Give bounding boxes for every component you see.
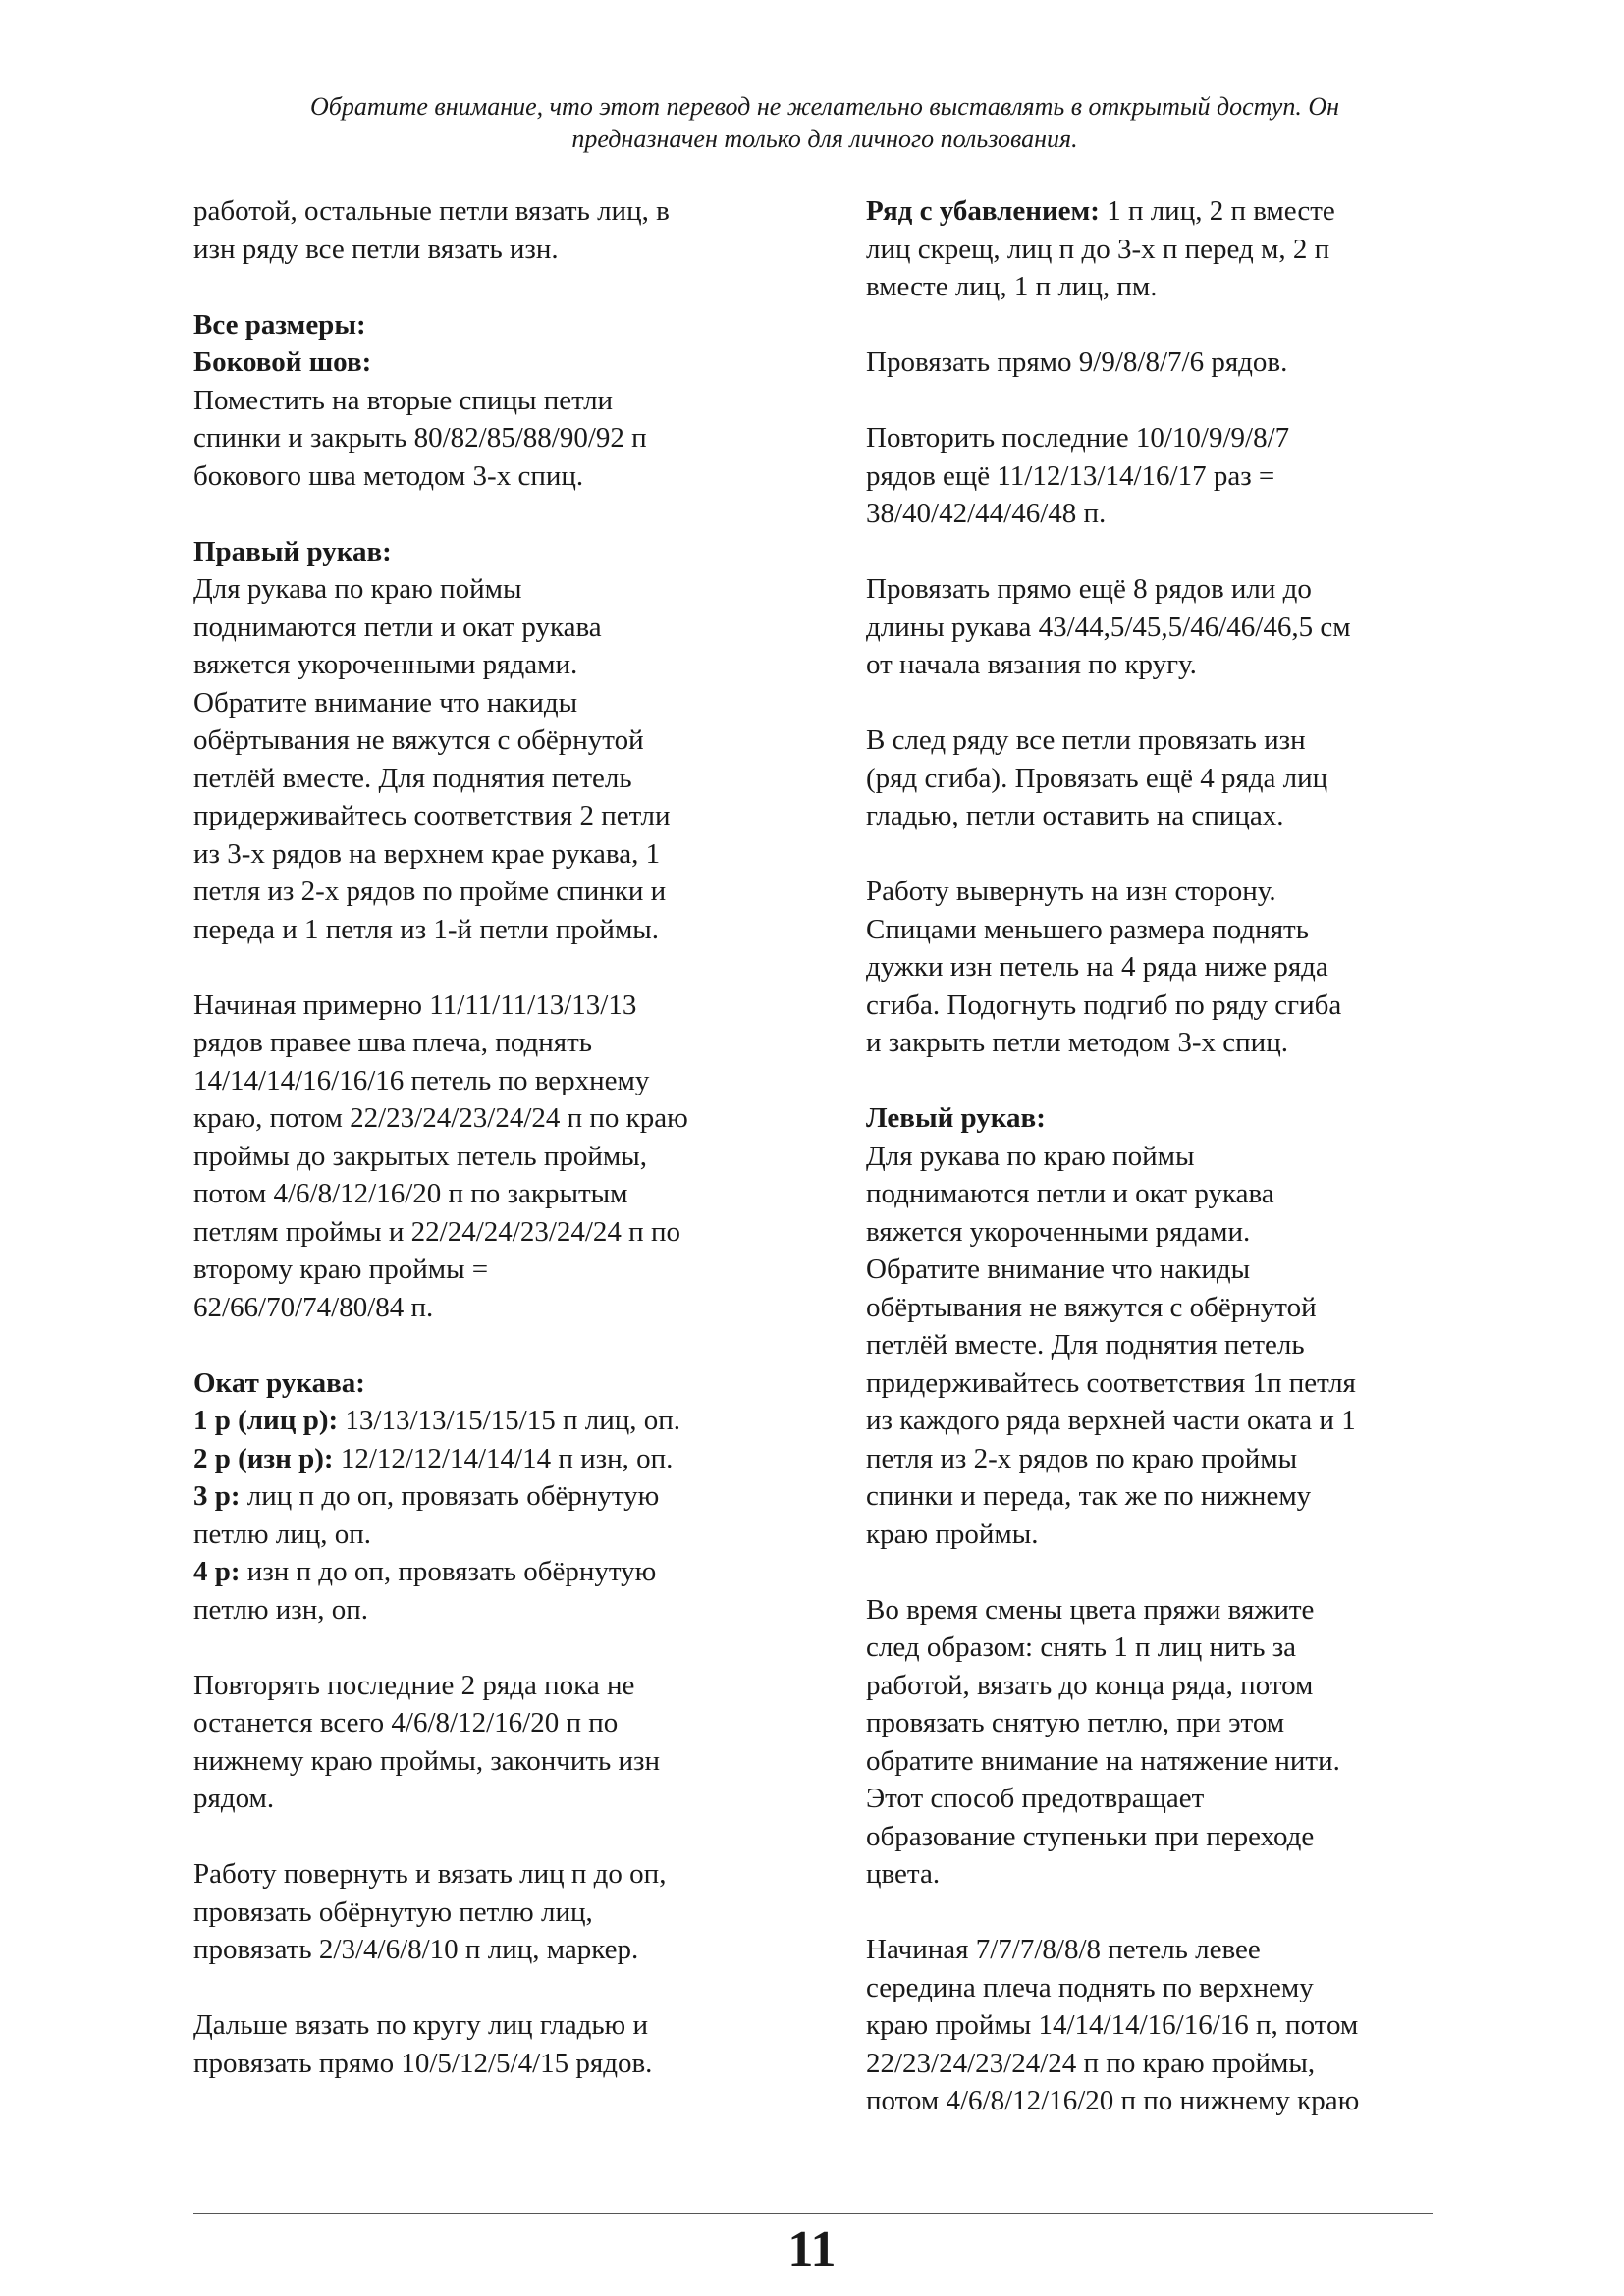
text-block [193, 2006, 802, 2082]
right-column [866, 192, 1465, 2158]
text-line: краю проймы 14/14/14/16/16/16 п, потом [866, 2009, 1359, 2041]
text-line: поднимаются петли и окат рукава [193, 611, 602, 643]
text-line: образование ступеньки при переходе [866, 1820, 1315, 1852]
text-line: Дальше вязать по кругу лиц гладью и [193, 2009, 648, 2041]
text-line: провязать обёрнутую петлю лиц, [193, 1896, 593, 1928]
text-line: переда и 1 петля из 1-й петли проймы. [193, 913, 660, 945]
text-line: придерживайтесь соответствия 2 петли [193, 800, 671, 831]
text-block [866, 1591, 1465, 1894]
row-label: 3 р: [193, 1480, 241, 1512]
text-line: середина плеча поднять по верхнему [866, 1971, 1314, 2003]
text-line: рядом. [193, 1783, 275, 1814]
section-heading: Правый рукав: [193, 535, 392, 567]
text-line: Провязать прямо 9/9/8/8/7/6 рядов. [866, 347, 1288, 378]
text-line: след образом: снять 1 п лиц нить за [866, 1631, 1297, 1663]
text-line: Повторять последние 2 ряда пока не [193, 1669, 635, 1701]
text-line: 38/40/42/44/46/48 п. [866, 498, 1107, 529]
page-header [196, 90, 1453, 155]
text-line: нижнему краю проймы, закончить изн [193, 1744, 661, 1777]
text-line: обёртывания не вяжутся с обёрнутой [193, 724, 644, 756]
text-line: Работу вывернуть на изн сторону. [866, 876, 1276, 907]
text-block [193, 1364, 802, 1629]
text-line: петлёй вместе. Для поднятия петель [866, 1329, 1305, 1361]
row-text: изн п до оп, провязать обёрнутую [240, 1556, 657, 1587]
text-line: Начиная примерно 11/11/11/13/13/13 [193, 988, 637, 1021]
instruction-row [193, 1516, 802, 1554]
text-block [866, 344, 1465, 382]
text-line: (ряд сгиба). Провязать ещё 4 ряда лиц [866, 762, 1328, 794]
text-line: вяжется укороченными рядами. [866, 1215, 1251, 1248]
text-line: краю проймы. [866, 1518, 1039, 1550]
text-block [866, 570, 1465, 684]
text-line: Этот способ предотвращает [866, 1783, 1205, 1814]
row-text: петлю изн, оп. [193, 1593, 368, 1626]
text-line: Провязать прямо ещё 8 рядов или до [866, 573, 1312, 605]
left-column [193, 192, 802, 2120]
text-line: спинки и закрыть 80/82/85/88/90/92 п [193, 422, 647, 454]
instruction-row [193, 1553, 802, 1591]
instruction-row [866, 192, 1465, 231]
text-line: обратите внимание на натяжение нити. [866, 1744, 1340, 1777]
instruction-row [193, 1440, 802, 1478]
text-line: 62/66/70/74/80/84 п. [193, 1291, 434, 1323]
text-line: и закрыть петли методом 3-х спиц. [866, 1027, 1288, 1058]
instruction-row [866, 231, 1465, 269]
text-line: работой, остальные петли вязать лиц, в [193, 195, 670, 227]
text-block [193, 1855, 802, 1969]
text-line: вяжется укороченными рядами. [193, 649, 578, 680]
text-block [193, 306, 802, 496]
text-line: Работу повернуть и вязать лиц п до оп, [193, 1858, 667, 1890]
section-heading: Боковой шов: [193, 347, 372, 378]
text-block [193, 987, 802, 1327]
row-text: 1 п лиц, 2 п вместе [1099, 195, 1335, 227]
text-line: обёртывания не вяжутся с обёрнутой [866, 1291, 1317, 1323]
footer-divider [193, 2213, 1433, 2214]
text-line: 22/23/24/23/24/24 п по краю проймы, [866, 2047, 1316, 2079]
text-line: изн ряду все петли вязать изн. [193, 233, 559, 265]
text-line: от начала вязания по кругу. [866, 649, 1197, 680]
text-line: петля из 2-х рядов по краю проймы [866, 1442, 1298, 1474]
text-line: дужки изн петель на 4 ряда ниже ряда [866, 951, 1328, 983]
text-line: провязать 2/3/4/6/8/10 п лиц, маркер. [193, 1934, 639, 1965]
text-line: бокового шва методом 3-х спиц. [193, 459, 584, 492]
text-block [866, 1931, 1465, 2120]
text-line: Начиная 7/7/7/8/8/8 петель левее [866, 1934, 1261, 1965]
text-line: цвета. [866, 1858, 941, 1890]
row-label: Ряд с убавлением: [866, 195, 1100, 227]
section-heading: Все размеры: [193, 308, 366, 341]
text-block [193, 533, 802, 949]
text-line: придерживайтесь соответствия 1п петля [866, 1366, 1356, 1399]
instruction-row [193, 1402, 802, 1440]
text-line: Для рукава по краю поймы [866, 1140, 1195, 1172]
row-text: лиц скрещ, лиц п до 3-х п перед м, 2 п [866, 233, 1330, 265]
text-line: провязать прямо 10/5/12/5/4/15 рядов. [193, 2047, 653, 2079]
row-text: 13/13/13/15/15/15 п лиц, оп. [338, 1405, 681, 1436]
text-line: останется всего 4/6/8/12/16/20 п по [193, 1707, 619, 1738]
text-block [866, 419, 1465, 533]
instruction-row [193, 1477, 802, 1516]
text-block [866, 1099, 1465, 1553]
text-line: поднимаются петли и окат рукава [866, 1178, 1274, 1209]
instruction-row [866, 268, 1465, 306]
text-line: Поместить на вторые спицы петли [193, 384, 614, 416]
row-label: 2 р (изн р): [193, 1442, 334, 1474]
text-line: рядов правее шва плеча, поднять [193, 1027, 592, 1058]
text-line: петлёй вместе. Для поднятия петель [193, 762, 632, 794]
row-label: 4 р: [193, 1556, 241, 1587]
text-line: петля из 2-х рядов по пройме спинки и [193, 876, 667, 907]
row-text: лиц п до оп, провязать обёрнутую [240, 1480, 660, 1512]
row-text: 12/12/12/14/14/14 п изн, оп. [333, 1442, 674, 1474]
text-line: сгиба. Подогнуть подгиб по ряду сгиба [866, 988, 1342, 1021]
text-line: В след ряду все петли провязать изн [866, 724, 1306, 756]
text-line: из каждого ряда верхней части оката и 1 [866, 1405, 1356, 1436]
text-line: длины рукава 43/44,5/45,5/46/46/46,5 см [866, 611, 1351, 643]
text-line: Для рукава по краю поймы [193, 573, 522, 605]
text-line: 14/14/14/16/16/16 петель по верхнему [193, 1064, 650, 1096]
row-label: 1 р (лиц р): [193, 1405, 339, 1436]
text-line: потом 4/6/8/12/16/20 п по закрытым [193, 1178, 628, 1209]
text-block [866, 721, 1465, 835]
section-heading: Окат рукава: [193, 1366, 365, 1399]
text-line: рядов ещё 11/12/13/14/16/17 раз = [866, 459, 1275, 492]
text-block [866, 192, 1465, 306]
text-line: второму краю проймы = [193, 1254, 489, 1285]
text-line: Во время смены цвета пряжи вяжите [866, 1593, 1315, 1626]
instruction-row [193, 1591, 802, 1629]
text-line: спинки и переда, так же по нижнему [866, 1480, 1312, 1512]
page-number: 11 [787, 2221, 837, 2277]
text-line: Обратите внимание что накиды [866, 1254, 1251, 1285]
text-line: проймы до закрытых петель проймы, [193, 1140, 647, 1172]
header-line-1: Обратите внимание, что этот перевод не желательно выставлять в открытый доступ. Он [309, 92, 1339, 121]
text-line: работой, вязать до конца ряда, потом [866, 1669, 1314, 1701]
text-line: из 3-х рядов на верхнем крае рукава, 1 [193, 837, 661, 870]
row-text: вместе лиц, 1 п лиц, пм. [866, 271, 1158, 302]
text-line: Спицами меньшего размера поднять [866, 913, 1309, 945]
text-line: краю, потом 22/23/24/23/24/24 п по краю [193, 1102, 688, 1134]
text-block [193, 192, 802, 268]
text-line: провязать снятую петлю, при этом [866, 1707, 1285, 1738]
row-text: петлю лиц, оп. [193, 1518, 372, 1550]
text-line: петлям проймы и 22/24/24/23/24/24 п по [193, 1215, 680, 1248]
text-line: гладью, петли оставить на спицах. [866, 800, 1284, 831]
text-line: Обратите внимание что накиды [193, 686, 578, 719]
section-heading: Левый рукав: [866, 1102, 1046, 1134]
text-line: Повторить последние 10/10/9/9/8/7 [866, 422, 1290, 454]
header-line-2: предназначен только для личного пользования. [571, 125, 1078, 153]
text-block [866, 873, 1465, 1062]
text-block [193, 1667, 802, 1818]
text-line: потом 4/6/8/12/16/20 п по нижнему краю [866, 2085, 1360, 2116]
